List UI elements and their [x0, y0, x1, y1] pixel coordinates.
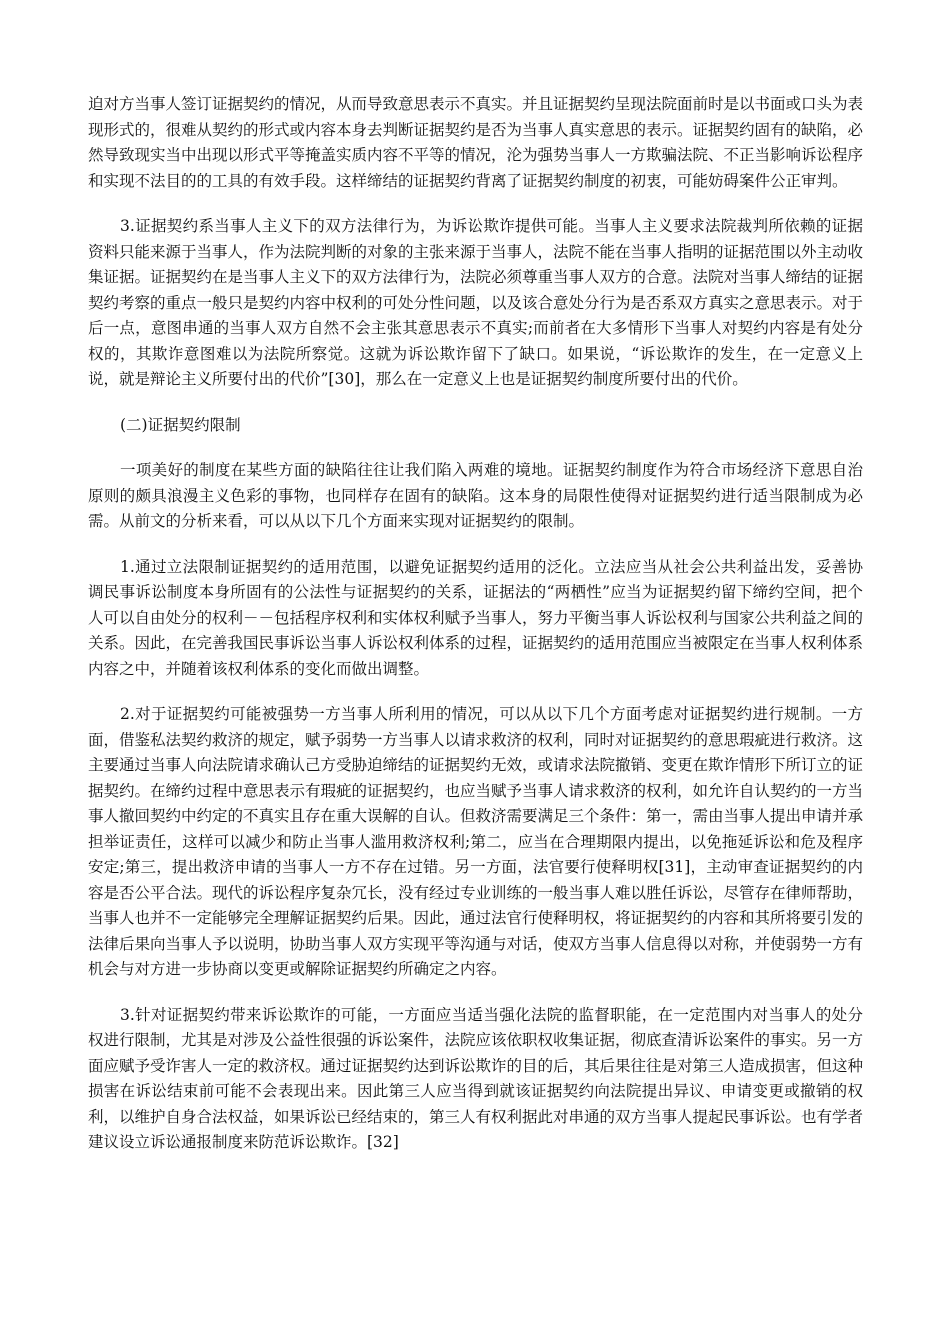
paragraph-item-3: 3.证据契约系当事人主义下的双方法律行为，为诉讼欺诈提供可能。当事人主义要求法院裁判所依赖的证据资料只能来源于当事人，作为法院判断的对象的主张来源于当事人，法院不能在当事人指明的证据范围以外主动收集证据。证据契约在是当事人主义下的双方法律行为，法院必须尊重当事人双方的合意。法院对当事人缔结的证据契约考察的重点一般只是契约内容中权利的可处分性问题，以及该合意处分行为是否系双方真实之意思表示。对于后一点，意图串通的当事人双方自然不会主张其意思表示不真实;而前者在大多情形下当事人对契约内容是有处分权的，其欺诈意图难以为法院所察觉。这就为诉讼欺诈留下了缺口。如果说，“诉讼欺诈的发生，在一定意义上说，就是辩论主义所要付出的代价”[30]，那么在一定意义上也是证据契约制度所要付出的代价。: [88, 217, 864, 388]
document-page: [88, 92, 863, 1176]
paragraph-limit-3: 3.针对证据契约带来诉讼欺诈的可能，一方面应当适当强化法院的监督职能，在一定范围内对当事人的处分权进行限制，尤其是对涉及公益性很强的诉讼案件，法院应该依职权收集证据，彻底查清诉讼案件的事实。另一方面应赋予受诈害人一定的救济权。通过证据契约达到诉讼欺诈的目的后，其后果往往是对第三人造成损害，但这种损害在诉讼结束前可能不会表现出来。因此第三人应当得到就该证据契约向法院提出异议、申请变更或撤销的权利，以维护自身合法权益，如果诉讼已经结束的，第三人有权利据此对串通的双方当事人提起民事诉讼。也有学者建议设立诉讼通报制度来防范诉讼欺诈。[32]: [88, 1005, 864, 1151]
paragraph-limit-2: 2.对于证据契约可能被强势一方当事人所利用的情况，可以从以下几个方面考虑对证据契约进行规制。一方面，借鉴私法契约救济的规定，赋予弱势一方当事人以请求救济的权利，同时对证据契约的意思瑕疵进行救济。这主要通过当事人向法院请求确认己方受胁迫缔结的证据契约无效，或请求法院撤销、变更在欺诈情形下所订立的证据契约。在缔约过程中意思表示有瑕疵的证据契约，也应当赋予当事人请求救济的权利，如允许自认契约的一方当事人撤回契约中约定的不真实且存在重大误解的自认。但救济需要满足三个条件：第一，需由当事人提出申请并承担举证责任，这样可以减少和防止当事人滥用救济权利;第二，应当在合理期限内提出，以免拖延诉讼和危及程序安定;第三，提出救济申请的当事人一方不存在过错。另一方面，法官要行使释明权[31]，主动审查证据契约的内容是否公平合法。现代的诉讼程序复杂冗长，没有经过专业训练的一般当事人难以胜任诉讼，尽管存在律师帮助，当事人也并不一定能够完全理解证据契约后果。因此，通过法官行使释明权，将证据契约的内容和其所将要引发的法律后果向当事人予以说明，协助当事人双方实现平等沟通与对话，使双方当事人信息得以对称，并使弱势一方有机会与对方进一步协商以变更或解除证据契约所确定之内容。: [88, 705, 864, 978]
paragraph-intro: 一项美好的制度在某些方面的缺陷往往让我们陷入两难的境地。证据契约制度作为符合市场经济下意思自治原则的颇具浪漫主义色彩的事物，也同样存在固有的缺陷。这本身的局限性使得对证据契约进行适当限制成为必需。从前文的分析来看，可以从以下几个方面来实现对证据契约的限制。: [88, 461, 863, 530]
paragraph-continuation: 迫对方当事人签订证据契约的情况，从而导致意思表示不真实。并且证据契约呈现法院面前时是以书面或口头为表现形式的，很难从契约的形式或内容本身去判断证据契约是否为当事人真实意思的表示。证据契约固有的缺陷，必然导致现实当中出现以形式平等掩盖实质内容不平等的情况，沦为强势当事人一方欺骗法院、不正当影响诉讼程序和实现不法目的的工具的有效手段。这样缔结的证据契约背离了证据契约制度的初衷，可能妨碍案件公正审判。: [88, 95, 864, 190]
paragraph-limit-1: 1.通过立法限制证据契约的适用范围，以避免证据契约适用的泛化。立法应当从社会公共利益出发，妥善协调民事诉讼制度本身所固有的公法性与证据契约的关系，证据法的“两栖性”应当为证据契约留下缔约空间，把个人可以自由处分的权利－－包括程序权利和实体权利赋予当事人，努力平衡当事人诉讼权利与国家公共利益之间的关系。因此，在完善我国民事诉讼当事人诉讼权利体系的过程，证据契约的适用范围应当被限定在当事人权利体系内容之中，并随着该权利体系的变化而做出调整。: [88, 557, 864, 678]
section-heading: (二)证据契约限制: [120, 415, 241, 434]
